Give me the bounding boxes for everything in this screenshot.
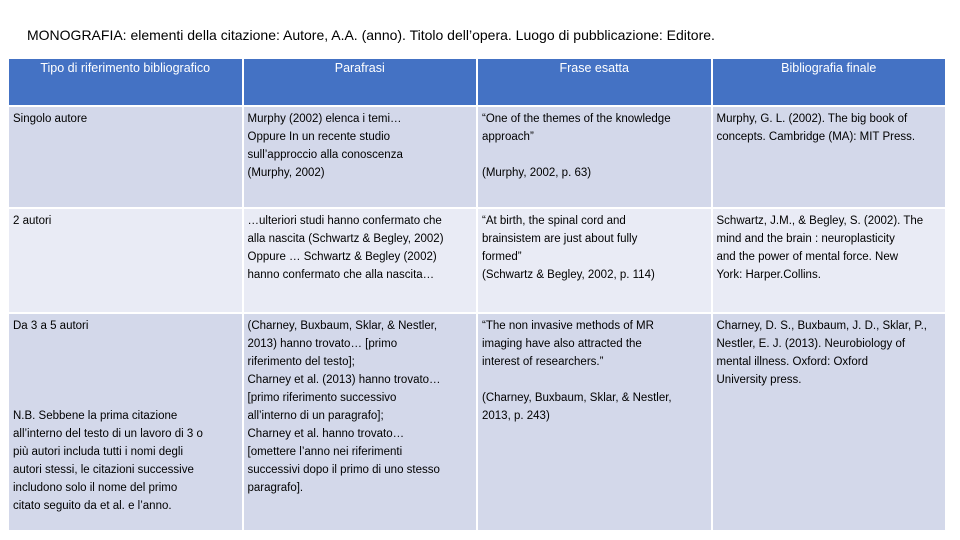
- cell-quote: “The non invasive methods of MR imaging have also attracted the interest of researchers.” (Charney, Buxbaum, Sklar, & Nestler, 2013, p. 243): [478, 314, 711, 530]
- cell-paraphrase: (Charney, Buxbaum, Sklar, & Nestler, 2013) hanno trovato… [primo riferimento del testo]; Charney et al. (2013) hanno trovato… [primo riferimento successivo all’interno di un paragrafo]; Charney et al. hanno trovato… [omettere l’anno nei riferimenti successivi dopo il primo di uno stesso paragrafo].: [244, 314, 477, 530]
- cell-type: Singolo autore: [9, 107, 242, 207]
- citation-table: [7, 57, 947, 532]
- table-header-row: [9, 59, 945, 105]
- cell-type: Da 3 a 5 autori N.B. Sebbene la prima citazione all’interno del testo di un lavoro di 3 o più autori includa tutti i nomi degli autori stessi, le citazioni successive includono solo il nome del primo citato seguito da et al. e l’anno.: [9, 314, 242, 530]
- cell-paraphrase: …ulteriori studi hanno confermato che alla nascita (Schwartz & Begley, 2002) Oppure … Schwartz & Begley (2002) hanno confermato che alla nascita…: [244, 209, 477, 312]
- header-reference-type: Tipo di riferimento bibliografico: [9, 59, 242, 105]
- cell-quote: “One of the themes of the knowledge approach” (Murphy, 2002, p. 63): [478, 107, 711, 207]
- page-title: MONOGRAFIA: elementi della citazione: Autore, A.A. (anno). Titolo dell’opera. Luogo di pubblicazione: Editore.: [27, 27, 715, 43]
- cell-quote: “At birth, the spinal cord and brainsistem are just about fully formed” (Schwartz & Begley, 2002, p. 114): [478, 209, 711, 312]
- cell-bibliography: Charney, D. S., Buxbaum, J. D., Sklar, P., Nestler, E. J. (2013). Neurobiology of mental illness. Oxford: Oxford University press.: [713, 314, 946, 530]
- cell-paraphrase: Murphy (2002) elenca i temi… Oppure In un recente studio sull’approccio alla conoscenza (Murphy, 2002): [244, 107, 477, 207]
- header-paraphrase: Parafrasi: [244, 59, 477, 105]
- table-row-two-authors: [9, 209, 945, 312]
- header-exact-quote: Frase esatta: [478, 59, 711, 105]
- cell-bibliography: Murphy, G. L. (2002). The big book of concepts. Cambridge (MA): MIT Press.: [713, 107, 946, 207]
- table-row-single-author: [9, 107, 945, 207]
- header-final-bibliography: Bibliografia finale: [713, 59, 946, 105]
- cell-type: 2 autori: [9, 209, 242, 312]
- table-row-three-to-five-authors: [9, 314, 945, 530]
- cell-bibliography: Schwartz, J.M., & Begley, S. (2002). The mind and the brain : neuroplasticity and the power of mental force. New York: Harper.Collins.: [713, 209, 946, 312]
- note-text: N.B. Sebbene la prima citazione all’interno del testo di un lavoro di 3 o più autori includa tutti i nomi degli autori stessi, le citazioni successive includono solo il nome del primo citato seguito da et al. e l’anno.: [13, 410, 203, 512]
